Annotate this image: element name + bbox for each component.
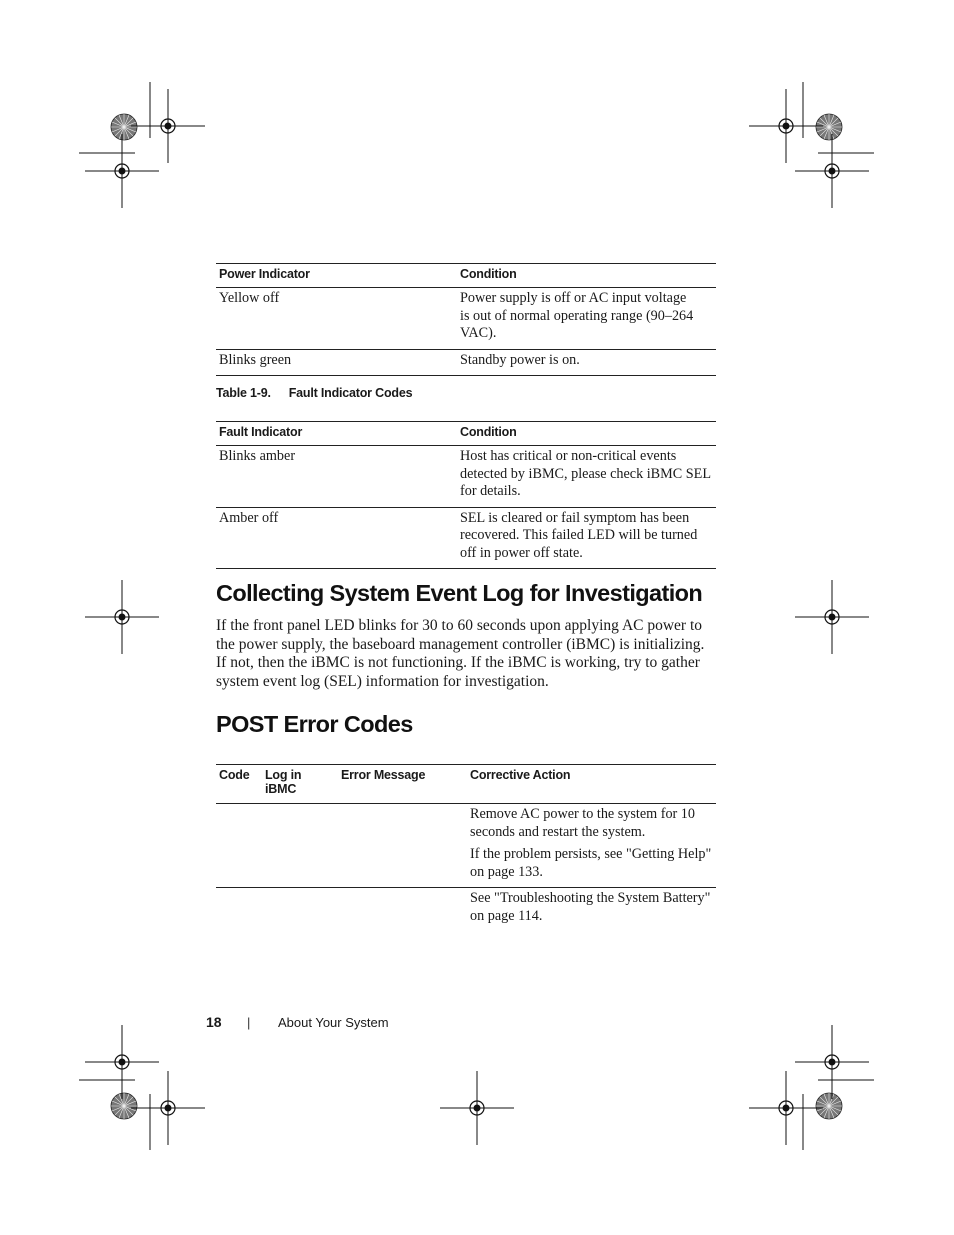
footer-title: About Your System <box>278 1015 389 1030</box>
table-header-row <box>216 422 716 446</box>
table-header-row <box>216 765 716 804</box>
table-cell: Blinks green <box>216 349 457 376</box>
table-cell-log <box>262 804 338 888</box>
section-heading-sel: Collecting System Event Log for Investigation <box>216 580 703 606</box>
table-cell-log <box>262 888 338 932</box>
column-header: Condition <box>457 264 716 288</box>
column-header: Corrective Action <box>467 765 716 804</box>
table-cell: Blinks amber <box>216 446 457 508</box>
table-cell-code <box>216 804 262 888</box>
table-row <box>216 349 716 376</box>
table-row <box>216 288 716 350</box>
table-cell-action <box>467 804 716 888</box>
column-header: Error Message <box>338 765 467 804</box>
column-header: Fault Indicator <box>216 422 457 446</box>
table-row <box>216 804 716 888</box>
column-header: Code <box>216 765 262 804</box>
table-row <box>216 888 716 932</box>
table-caption <box>216 386 412 400</box>
table-cell: Power supply is off or AC input voltage is out of normal operating range (90–264 VAC). <box>457 288 716 350</box>
table-cell: SEL is cleared or fail symptom has been recovered. This failed LED will be turned off in power off state. <box>457 507 716 569</box>
post-error-codes-table <box>216 764 716 931</box>
section-heading-post: POST Error Codes <box>216 711 413 737</box>
action-text: If the problem persists, see "Getting Help" on page 133. <box>470 846 712 880</box>
table-cell-action <box>467 888 716 932</box>
action-text: Remove AC power to the system for 10 seconds and restart the system. <box>470 806 695 840</box>
footer-separator: | <box>247 1015 251 1030</box>
table-cell: Standby power is on. <box>457 349 716 376</box>
table-cell-message <box>338 804 467 888</box>
section-body-sel: If the front panel LED blinks for 30 to 60 seconds upon applying AC power to the power supply, the baseboard management controller (iBMC) is initializing. If not, then the iBMC is not functioning. If the iBMC is working, try to gather system event log (SEL) information for investigation. <box>216 617 705 691</box>
table-caption-number: Table 1-9. <box>216 386 271 400</box>
table-cell-message <box>338 888 467 932</box>
column-header: Power Indicator <box>216 264 457 288</box>
page-number: 18 <box>206 1014 222 1030</box>
power-indicator-table <box>216 263 716 376</box>
column-header: Log in iBMC <box>262 765 338 804</box>
column-header: Condition <box>457 422 716 446</box>
table-caption-title: Fault Indicator Codes <box>288 386 413 400</box>
action-text: See "Troubleshooting the System Battery" on page 114. <box>470 890 711 924</box>
table-cell: Yellow off <box>216 288 457 350</box>
table-cell: Host has critical or non-critical events detected by iBMC, please check iBMC SEL for details. <box>457 446 716 508</box>
table-cell-code <box>216 888 262 932</box>
table-cell: Amber off <box>216 507 457 569</box>
table-header-row <box>216 264 716 288</box>
table-row <box>216 507 716 569</box>
table-row <box>216 446 716 508</box>
fault-indicator-table <box>216 421 716 569</box>
